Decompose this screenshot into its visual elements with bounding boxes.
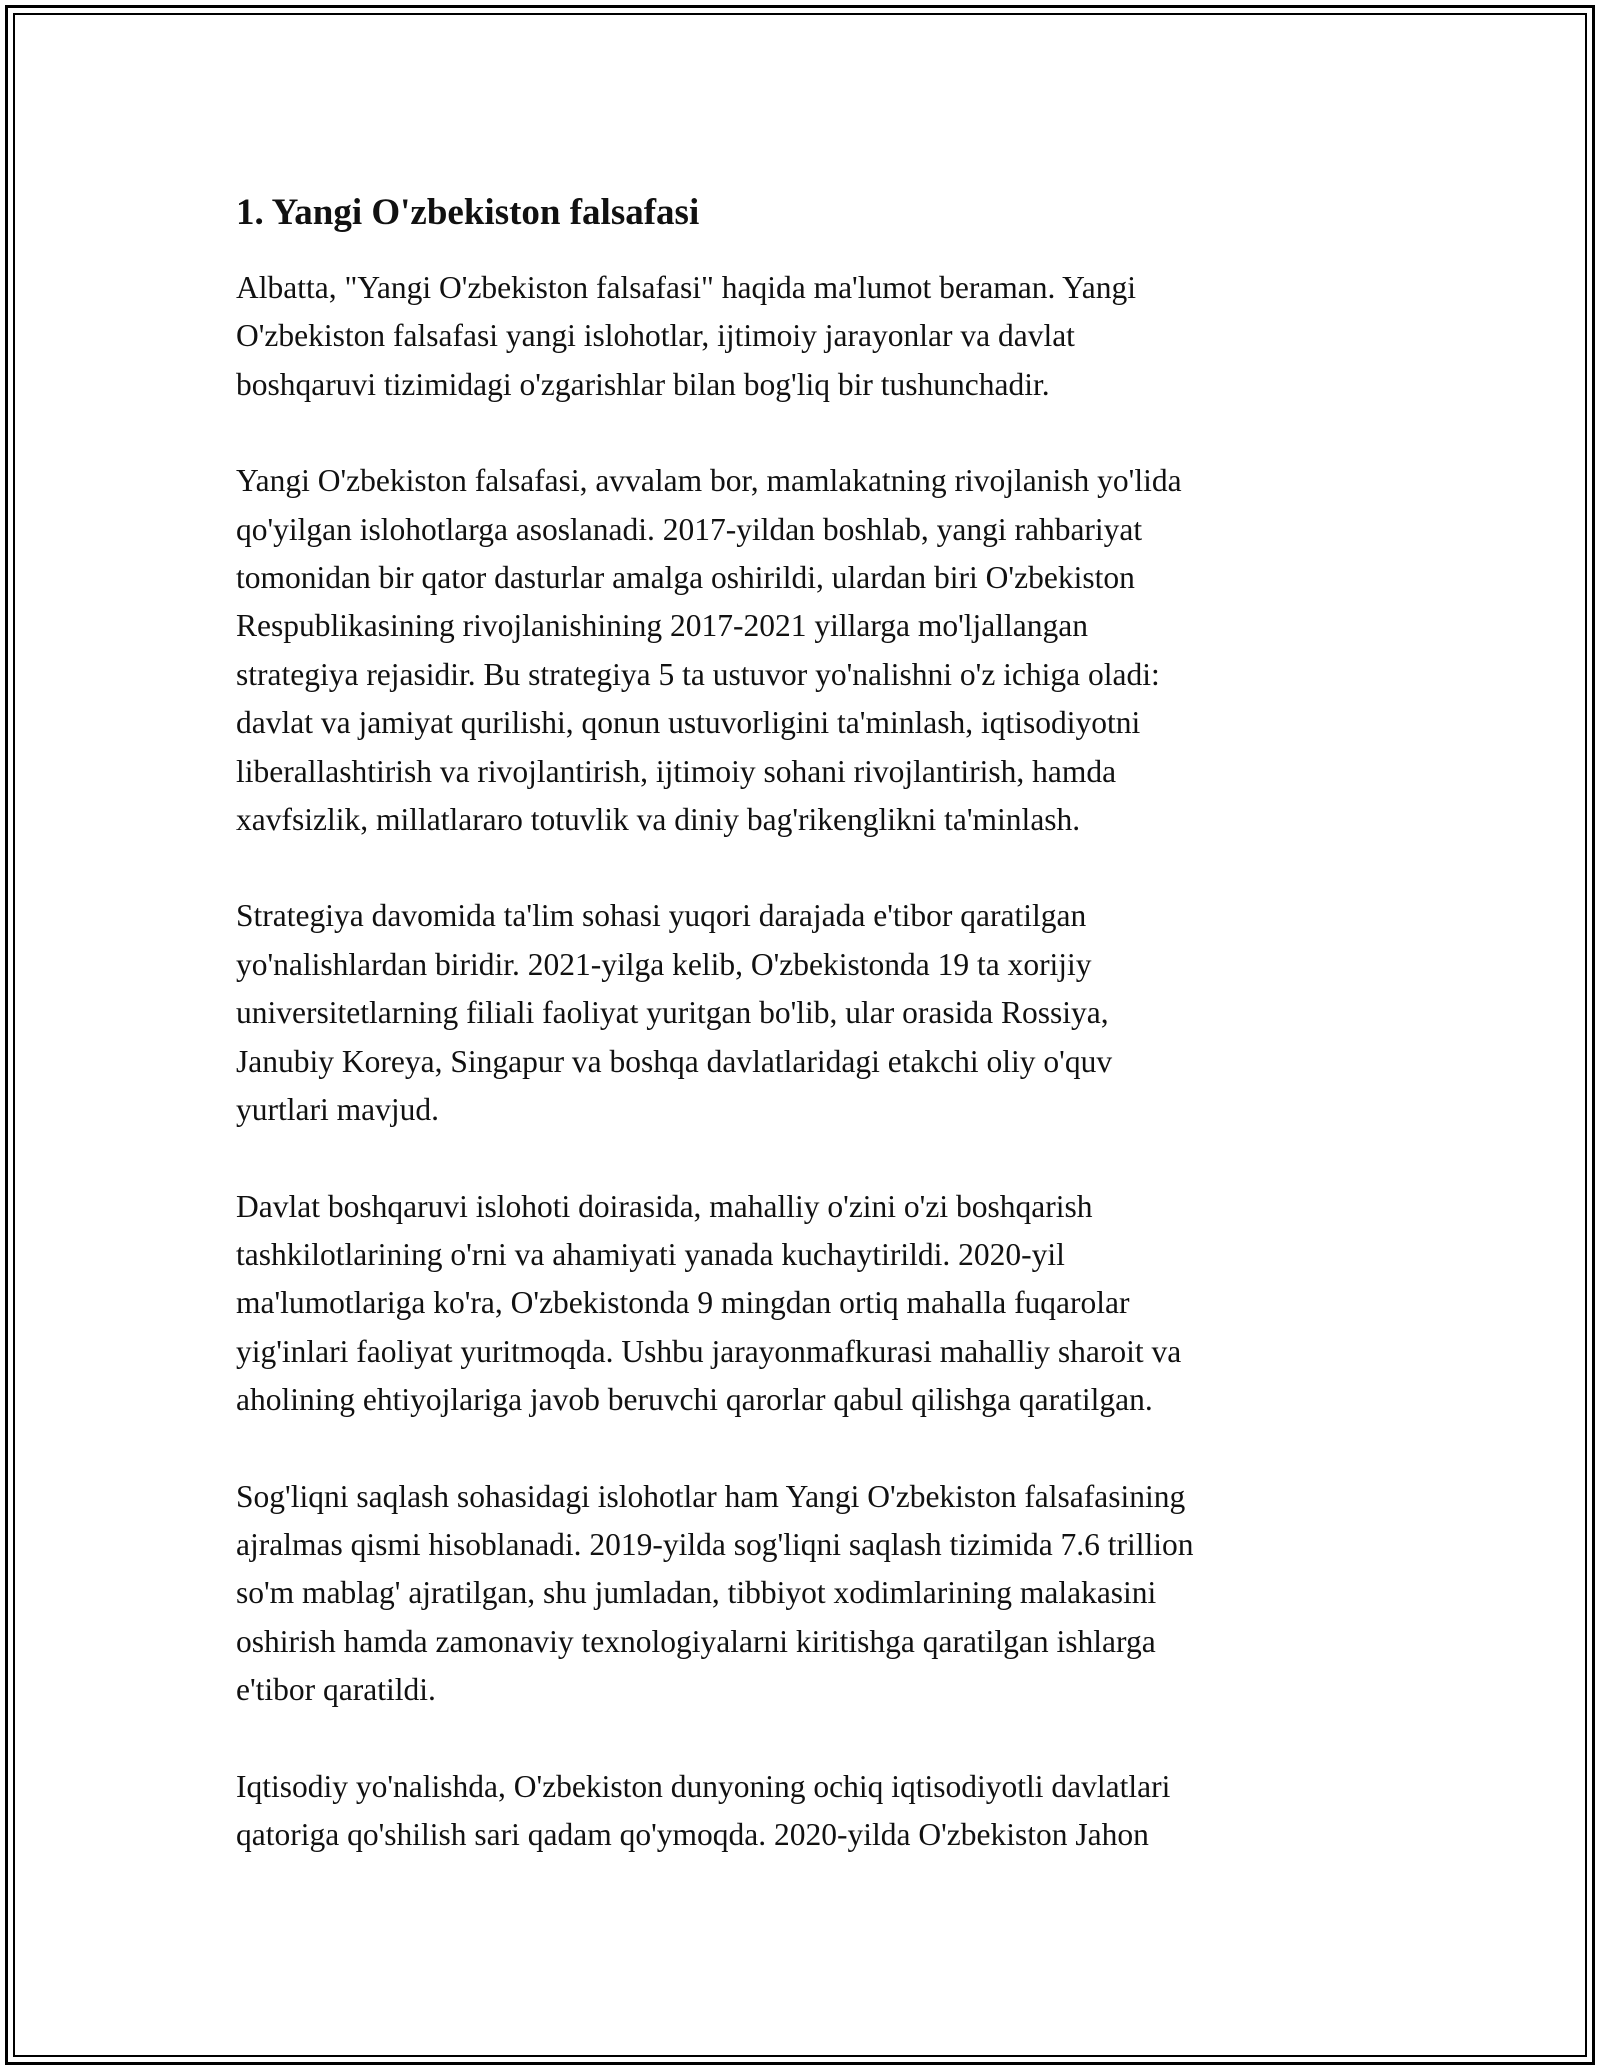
document-body — [236, 186, 1366, 1859]
paragraph-reforms-strategy: Yangi O'zbekiston falsafasi, avvalam bor, mamlakatning rivojlanish yo'lida qo'yilgan islohotlarga asoslanadi. 2017-yildan boshlab, yangi rahbariyat tomonidan bir qator dasturlar amalga oshirildi, ulardan biri O'zbekiston Respublikasining rivojlanishining 2017-2021 yillarga mo'ljallangan strategiya rejasidir. Bu strategiya 5 ta ustuvor yo'nalishni o'z ichiga oladi: davlat va jamiyat qurilishi, qonun ustuvorligini ta'minlash, iqtisodiyotni liberallashtirish va rivojlantirish, ijtimoiy sohani rivojlantirish, hamda xavfsizlik, millatlararo totuvlik va diniy bag'rikenglikni ta'minlash. — [236, 463, 1182, 838]
paragraph-intro: Albatta, "Yangi O'zbekiston falsafasi" haqida ma'lumot beraman. Yangi O'zbekiston falsafasi yangi islohotlar, ijtimoiy jarayonlar va davlat boshqaruvi tizimidagi o'zgarishlar bilan bog'liq bir tushunchadir. — [236, 270, 1136, 402]
paragraph-governance: Davlat boshqaruvi islohoti doirasida, mahalliy o'zini o'zi boshqarish tashkilotlarining o'rni va ahamiyati yanada kuchaytirildi. 2020-yil ma'lumotlariga ko'ra, O'zbekistonda 9 mingdan ortiq mahalla fuqarolar yig'inlari faoliyat yuritmoqda. Ushbu jarayonmafkurasi mahalliy sharoit va aholining ehtiyojlariga javob beruvchi qarorlar qabul qilishga qaratilgan. — [236, 1188, 1182, 1418]
section-title: 1. Yangi O'zbekiston falsafasi — [236, 192, 700, 233]
paragraph-education: Strategiya davomida ta'lim sohasi yuqori darajada e'tibor qaratilgan yo'nalishlardan biridir. 2021-yilga kelib, O'zbekistonda 19 ta xorijiy universitetlarning filiali faoliyat yuritgan bo'lib, ular orasida Rossiya, Janubiy Koreya, Singapur va boshqa davlatlaridagi etakchi oliy o'quv yurtlari mavjud. — [236, 898, 1113, 1128]
paragraph-healthcare: Sog'liqni saqlash sohasidagi islohotlar ham Yangi O'zbekiston falsafasining ajralmas qismi hisoblanadi. 2019-yilda sog'liqni saqlash tizimida 7.6 trillion so'm mablag' ajratilgan, shu jumladan, tibbiyot xodimlarining malakasini oshirish hamda zamonaviy texnologiyalarni kiritishga qaratilgan ishlarga e'tibor qaratildi. — [236, 1478, 1194, 1708]
paragraph-economy: Iqtisodiy yo'nalishda, O'zbekiston dunyoning ochiq iqtisodiyotli davlatlari qatoriga qo'shilish sari qadam qo'ymoqda. 2020-yilda O'zbekiston Jahon — [236, 1768, 1171, 1852]
